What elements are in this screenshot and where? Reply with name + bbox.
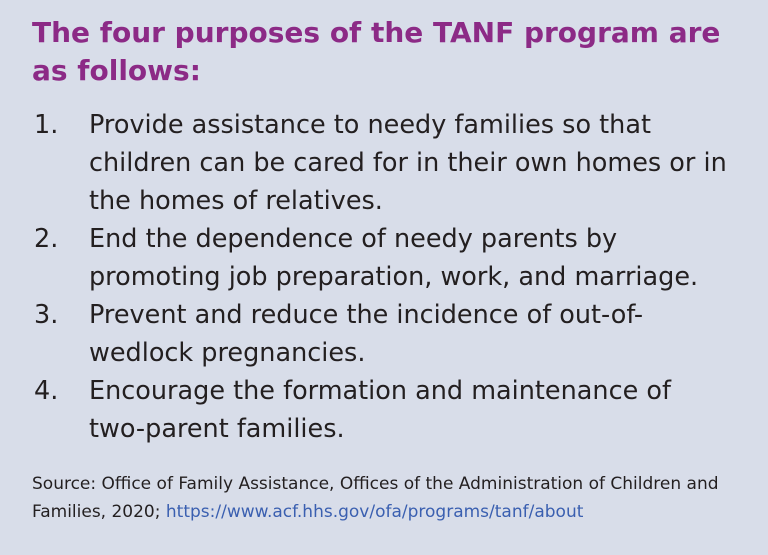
purposes-list [32,106,732,448]
purpose-item-1 [32,106,732,220]
purpose-number: 4. [34,376,59,406]
purpose-item-3 [32,296,732,372]
purpose-number: 2. [34,224,59,254]
source-link[interactable]: https://www.acf.hhs.gov/ofa/programs/tanf/about [165,502,584,522]
purpose-text: Provide assistance to needy families so that children can be cared for in their own homes or in the homes of relatives. [89,110,727,216]
purpose-text: Encourage the formation and maintenance of two-parent families. [89,376,671,444]
purpose-text: End the dependence of needy parents by promoting job preparation, work, and marriage. [89,224,699,292]
purpose-text: Prevent and reduce the incidence of out-of-wedlock pregnancies. [89,300,644,368]
panel-heading: The four purposes of the TANF program are as follows: [32,16,721,87]
purpose-item-4 [32,372,732,448]
purpose-number: 1. [34,110,59,140]
purpose-item-2 [32,220,732,296]
purpose-number: 3. [34,300,59,330]
source-citation [32,470,732,526]
source-text: Source: Office of Family Assistance, Offices of the Administration of Children and Families, 2020; [32,474,719,522]
